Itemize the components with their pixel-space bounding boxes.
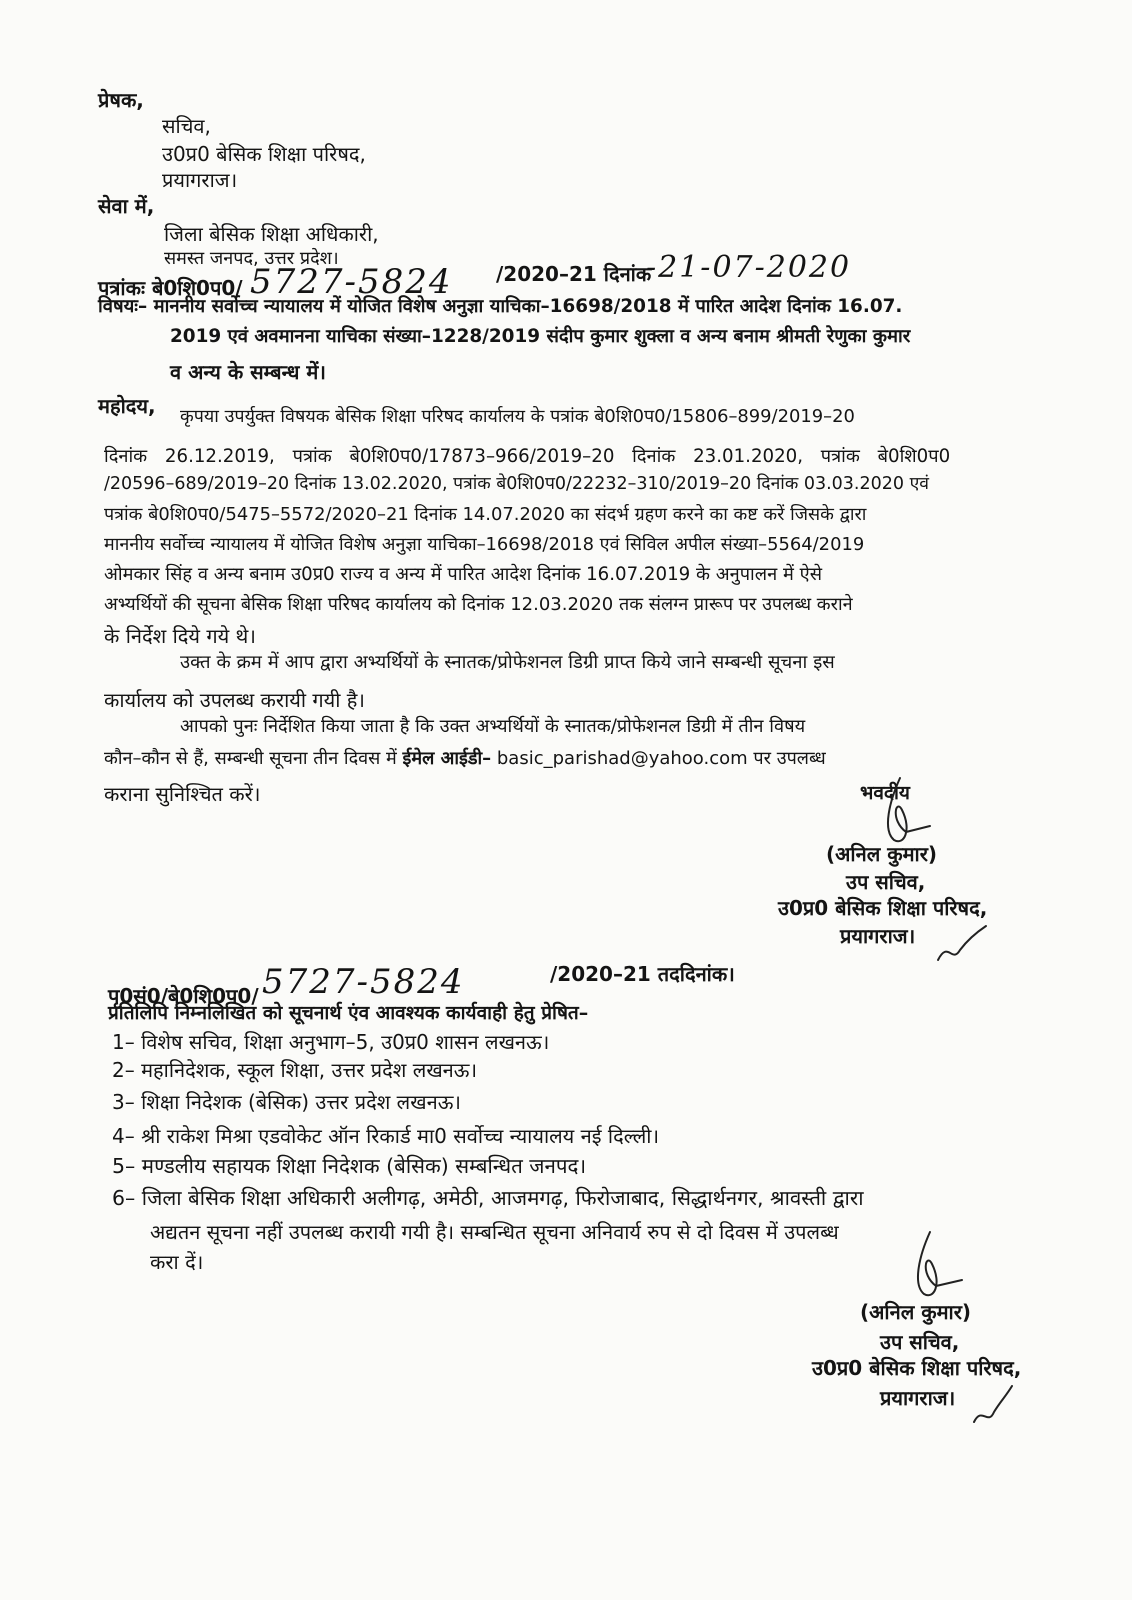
ref-number-handwritten: 5727-5824 <box>250 262 453 302</box>
endorsement-item: 2– महानिदेशक, स्कूल शिक्षा, उत्तर प्रदेश लखनऊ। <box>112 1058 478 1082</box>
endorsement-prefix: पृ0सं0/बे0शि0प0/ <box>108 984 259 1008</box>
body-p2-line: उक्त के क्रम में आप द्वारा अभ्यर्थियों के स्नातक/प्रोफेशनल डिग्री प्राप्त किये जाने सम्बन्धी सूचना इस <box>180 652 835 673</box>
body-p2-line: कार्यालय को उपलब्ध करायी गयी है। <box>104 688 366 712</box>
email-address: basic_parishad@yahoo.com <box>496 748 748 769</box>
signatory2-designation: उप सचिव, <box>880 1330 960 1354</box>
recipient-line1: जिला बेसिक शिक्षा अधिकारी, <box>164 222 379 246</box>
initials-image <box>930 920 990 970</box>
ref-date-handwritten: -21-07-2020 <box>646 250 852 285</box>
body-p1-line: कृपया उपर्युक्त विषयक बेसिक शिक्षा परिषद कार्यालय के पत्रांक बे0शि0प0/15806–899/2019–20 <box>180 406 855 427</box>
signatory-city: प्रयागराज। <box>840 924 916 948</box>
endorsement-item6-line2: अद्यतन सूचना नहीं उपलब्ध करायी गयी है। सम्बन्धित सूचना अनिवार्य रुप से दो दिवस में उपलब्ध <box>150 1220 839 1244</box>
subject-line1: विषयः– माननीय सर्वोच्च न्यायालय में योजित विशेष अनुज्ञा याचिका–16698/2018 में पारित आदेश दिनांक 16.07. <box>98 296 903 317</box>
body-p1-line: के निर्देश दिये गये थे। <box>104 624 256 648</box>
closing-bhavdiya: भवदीय <box>860 782 910 804</box>
signature-image <box>860 770 950 850</box>
endorsement-item: 3– शिक्षा निदेशक (बेसिक) उत्तर प्रदेश लखनऊ। <box>112 1090 461 1114</box>
endorsement-item: 6– जिला बेसिक शिक्षा अधिकारी अलीगढ़, अमेठी, आजमगढ़, फिरोजाबाद, सिद्धार्थनगर, श्रावस्ती द्वारा <box>112 1186 864 1210</box>
endorsement-item6-line3: करा दें। <box>150 1250 204 1274</box>
subject-line3: व अन्य के सम्बन्ध में। <box>170 360 326 384</box>
body-p3-text-c: पर उपलब्ध <box>753 748 826 769</box>
body-p1-line: माननीय सर्वोच्च न्यायालय में योजित विशेष अनुज्ञा याचिका–16698/2018 एवं सिविल अपील संख्या–5564/2019 <box>104 534 865 555</box>
sender-label: प्रेषक, <box>98 88 144 112</box>
sender-designation: सचिव, <box>162 114 211 138</box>
endorsement-heading: प्रतिलिपि निम्नलिखित को सूचनार्थ एंव आवश्यक कार्यवाही हेतु प्रेषित– <box>108 1002 589 1024</box>
signatory2-name: (अनिल कुमार) <box>860 1300 972 1324</box>
body-p1-line: /20596–689/2019–20 दिनांक 13.02.2020, पत्रांक बे0शि0प0/22232–310/2019–20 दिनांक 03.03.2020 एवं <box>104 474 930 494</box>
initials-image <box>966 1382 1016 1432</box>
endorsement-year-label: /2020–21 तददिनांक। <box>550 962 735 986</box>
body-p1-line: पत्रांक बे0शि0प0/5475–5572/2020–21 दिनांक 14.07.2020 का संदर्भ ग्रहण करने का कष्ट करें जिसके द्वारा <box>104 504 867 525</box>
body-p3-line1: आपको पुनः निर्देशित किया जाता है कि उक्त अभ्यर्थियों के स्नातक/प्रोफेशनल डिग्री में तीन विषय <box>180 716 806 737</box>
recipient-line2: समस्त जनपद, उत्तर प्रदेश। <box>164 248 339 269</box>
body-p3-line2 <box>104 748 826 770</box>
ref-year-date-label: /2020–21 दिनांक <box>496 262 652 286</box>
signatory-office: उ0प्र0 बेसिक शिक्षा परिषद, <box>778 896 988 920</box>
subject-line2: 2019 एवं अवमानना याचिका संख्या–1228/2019 संदीप कुमार शुक्ला व अन्य बनाम श्रीमती रेणुका कुमार <box>170 326 911 347</box>
signatory2-city: प्रयागराज। <box>880 1386 956 1410</box>
body-p1-line: ओमकार सिंह व अन्य बनाम उ0प्र0 राज्य व अन्य में पारित आदेश दिनांक 16.07.2019 के अनुपालन में ऐसे <box>104 564 822 585</box>
email-label: ईमेल आईडी– <box>402 748 492 769</box>
body-p3-line3: कराना सुनिश्चित करें। <box>104 782 261 806</box>
endorsement-item: 1– विशेष सचिव, शिक्षा अनुभाग–5, उ0प्र0 शासन लखनऊ। <box>112 1030 550 1054</box>
sender-office: उ0प्र0 बेसिक शिक्षा परिषद, <box>162 142 366 166</box>
signature-image <box>890 1228 980 1308</box>
body-p1-line: अभ्यर्थियों की सूचना बेसिक शिक्षा परिषद कार्यालय को दिनांक 12.03.2020 तक संलग्न प्रारूप पर उपलब्ध कराने <box>104 594 853 615</box>
body-p1-line: दिनांक 26.12.2019, पत्रांक बे0शि0प0/17873–966/2019–20 दिनांक 23.01.2020, पत्रांक बे0शि0प0 <box>104 446 951 467</box>
endorsement-number-handwritten: 5727-5824 <box>262 962 465 1002</box>
sender-city: प्रयागराज। <box>162 168 238 192</box>
ref-prefix: पत्रांकः बे0शि0प0/ <box>98 276 243 300</box>
signatory2-office: उ0प्र0 बेसिक शिक्षा परिषद, <box>812 1356 1022 1380</box>
salutation: महोदय, <box>98 394 156 418</box>
endorsement-item: 4– श्री राकेश मिश्रा एडवोकेट ऑन रिकार्ड मा0 सर्वोच्च न्यायालय नई दिल्ली। <box>112 1124 660 1148</box>
body-p3-text-a: कौन–कौन से हैं, सम्बन्धी सूचना तीन दिवस में <box>104 748 397 769</box>
endorsement-item: 5– मण्डलीय सहायक शिक्षा निदेशक (बेसिक) सम्बन्धित जनपद। <box>112 1154 587 1178</box>
recipient-label: सेवा में, <box>98 194 155 218</box>
signatory-name: (अनिल कुमार) <box>826 842 938 866</box>
signatory-designation: उप सचिव, <box>846 870 926 894</box>
